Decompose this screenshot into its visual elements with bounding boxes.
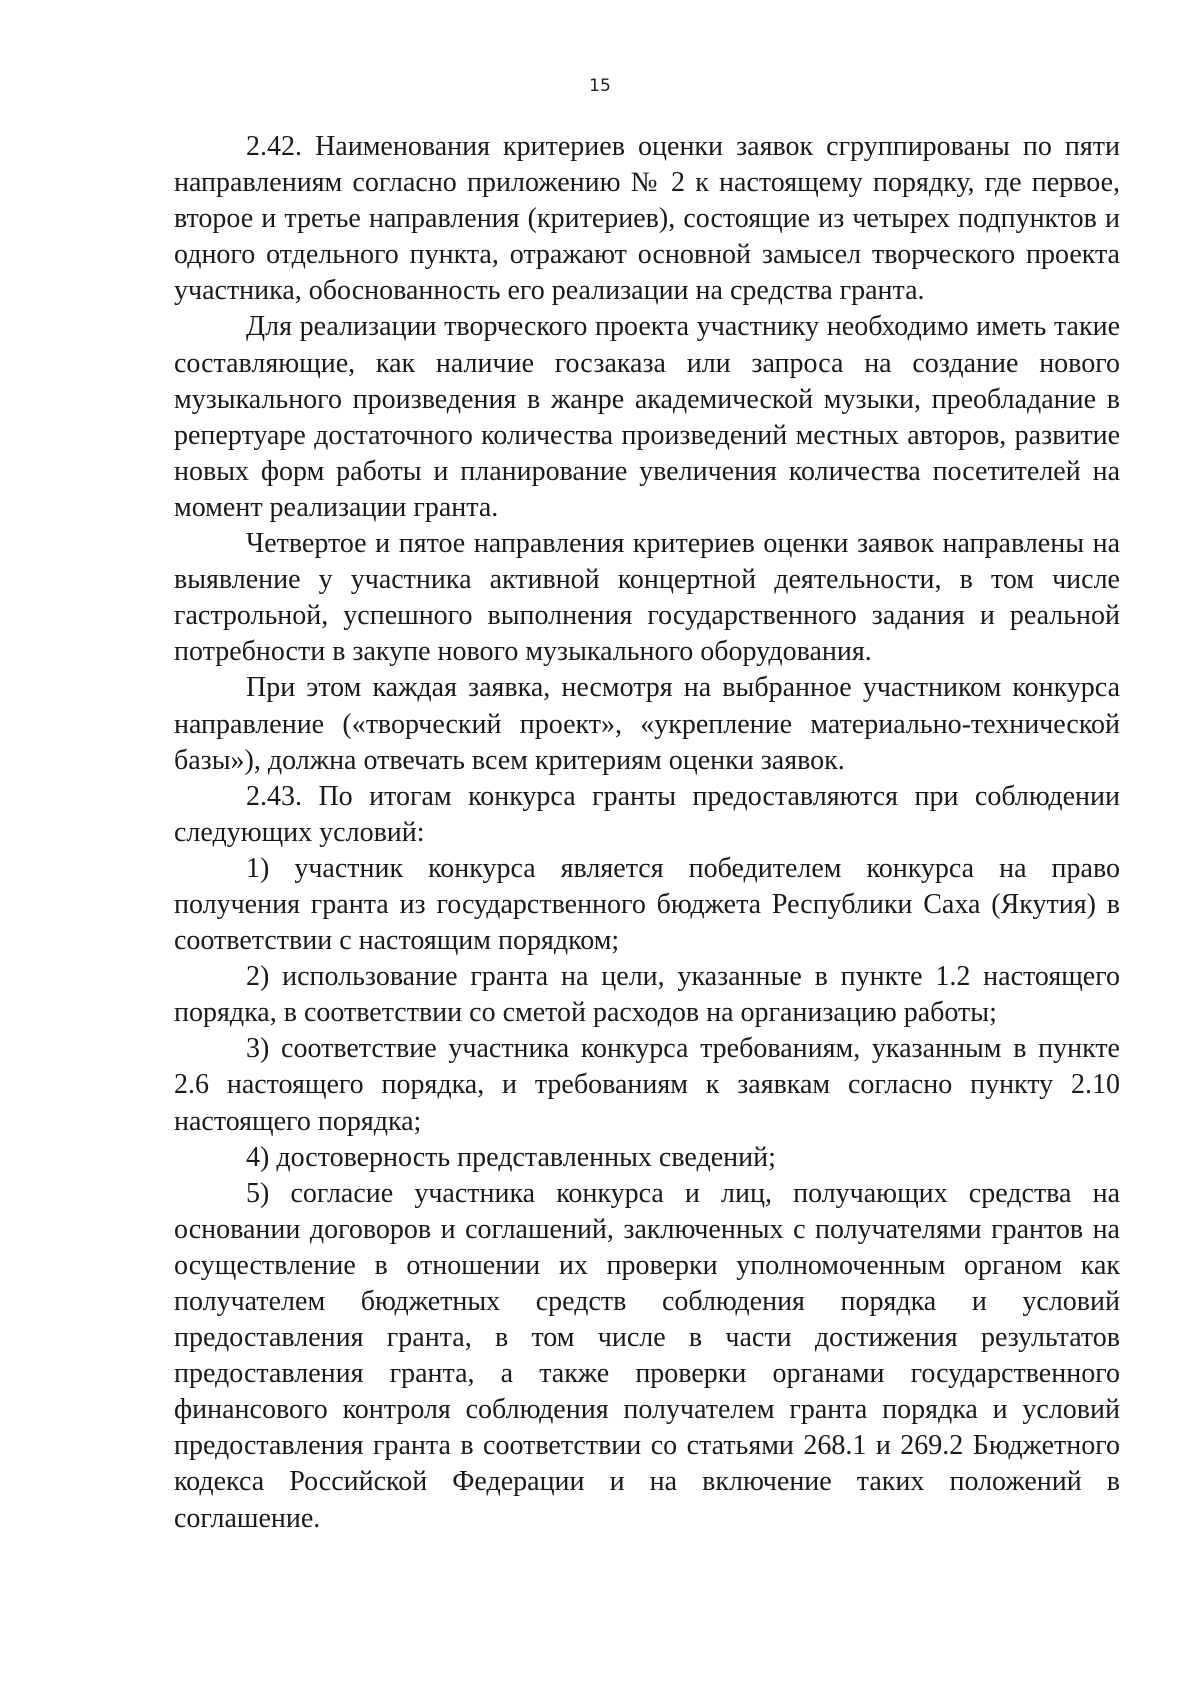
page-number: 15: [589, 76, 611, 96]
list-item-condition-1: 1) участник конкурса является победителем конкурса на право получения гранта из государственного бюджета Республики Саха (Якутия) в соответствии с настоящим порядком;: [174, 852, 1120, 957]
list-item-condition-3: 3) соответствие участника конкурса требованиям, указанным в пункте 2.6 настоящего порядка, и требованиям к заявкам согласно пункту 2.10 настоящего порядка;: [174, 1033, 1120, 1137]
paragraph-2-43: 2.43. По итогам конкурса гранты предоставляются при соблюдении следующих условий:: [174, 780, 1120, 848]
list-item-condition-4: 4) достоверность представленных сведений;: [246, 1141, 776, 1173]
paragraph-2-42: 2.42. Наименования критериев оценки заявок сгруппированы по пяти направлениям согласно приложению № 2 к настоящему порядку, где первое, второе и третье направления (критериев), состоящие из четырех подпунктов и одного отдельного пункта, отражают основной замысел творческого проекта участника, обоснованность его реализации на средства гранта.: [174, 131, 1120, 307]
paragraph-fourth-fifth-directions: Четвертое и пятое направления критериев оценки заявок направлены на выявление у участника активной концертной деятельности, в том числе гастрольной, успешного выполнения государственного задания и реальной потребности в закупе нового музыкального оборудования.: [174, 528, 1120, 668]
paragraph-application-criteria: При этом каждая заявка, несмотря на выбранное участником конкурса направление («творческий проект», «укрепление материально-технической базы»), должна отвечать всем критериям оценки заявок.: [174, 672, 1120, 776]
list-item-condition-2: 2) использование гранта на цели, указанные в пункте 1.2 настоящего порядка, в соответствии со сметой расходов на организацию работы;: [174, 961, 1120, 1029]
list-item-condition-5: 5) согласие участника конкурса и лиц, получающих средства на основании договоров и соглашений, заключенных с получателями грантов на осуществление в отношении их проверки уполномоченным органом как получателем бюджетных средств соблюдения порядка и условий предоставления гранта, в том числе в части достижения результатов предоставления гранта, а также проверки органами государственного финансового контроля соблюдения получателем гранта порядка и условий предоставления гранта в соответствии со статьями 268.1 и 269.2 Бюджетного кодекса Российской Федерации и на включение таких положений в соглашение.: [174, 1177, 1120, 1534]
paragraph-creative-project: Для реализации творческого проекта участнику необходимо иметь такие составляющие, как наличие госзаказа или запроса на создание нового музыкального произведения в жанре академической музыки, преобладание в репертуаре достаточного количества произведений местных авторов, развитие новых форм работы и планирование увеличения количества посетителей на момент реализации гранта.: [174, 311, 1120, 523]
document-body: [174, 129, 1120, 1537]
